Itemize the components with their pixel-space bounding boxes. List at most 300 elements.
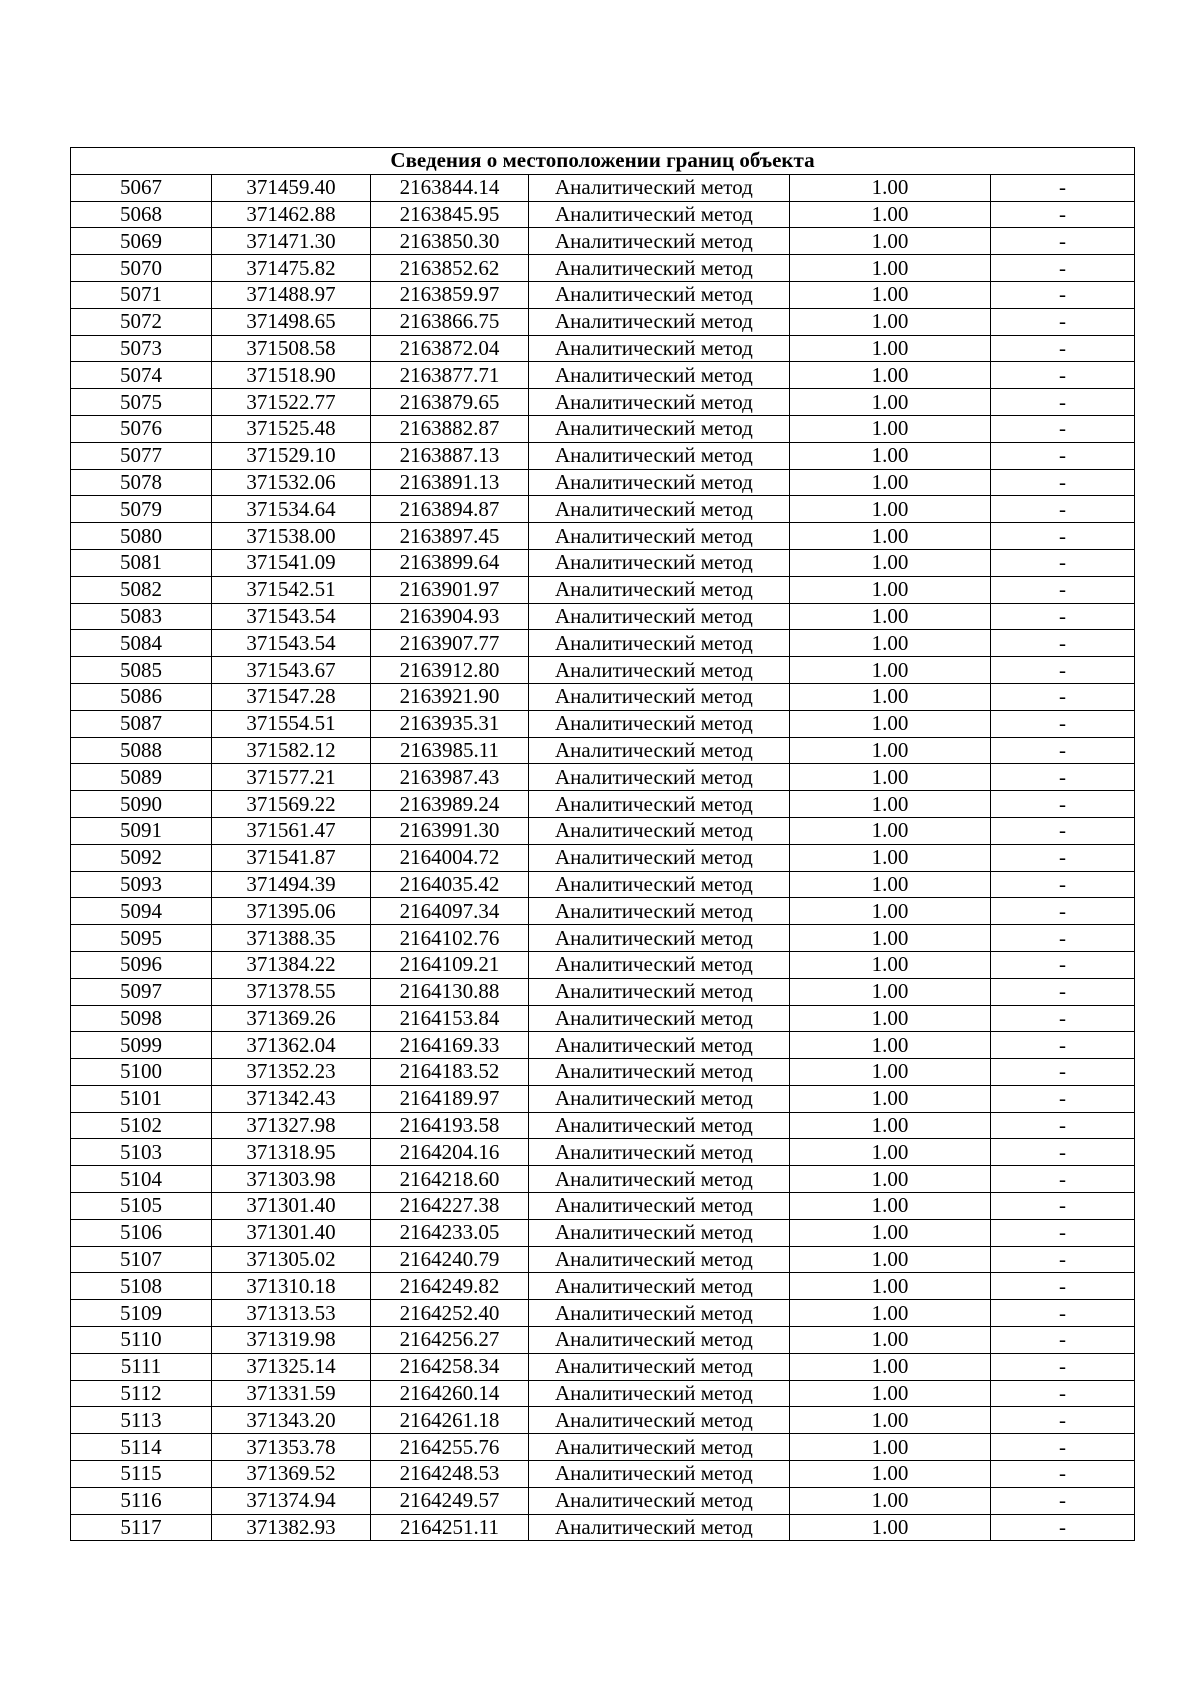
accuracy-cell: 1.00	[790, 1005, 991, 1032]
accuracy-cell: 1.00	[790, 1434, 991, 1461]
description-cell: -	[991, 1246, 1135, 1273]
table-row	[71, 710, 1135, 737]
method-cell: Аналитический метод	[529, 1193, 790, 1220]
accuracy-cell: 1.00	[790, 951, 991, 978]
accuracy-cell: 1.00	[790, 442, 991, 469]
table-row	[71, 523, 1135, 550]
coord-y-cell: 2164109.21	[371, 951, 529, 978]
point-number-cell: 5079	[71, 496, 212, 523]
point-number-cell: 5074	[71, 362, 212, 389]
description-cell: -	[991, 1112, 1135, 1139]
coord-x-cell: 371301.40	[212, 1219, 371, 1246]
table-row	[71, 1246, 1135, 1273]
coord-y-cell: 2164260.14	[371, 1380, 529, 1407]
table-row	[71, 442, 1135, 469]
coord-y-cell: 2164252.40	[371, 1300, 529, 1327]
method-cell: Аналитический метод	[529, 978, 790, 1005]
coord-x-cell: 371532.06	[212, 469, 371, 496]
description-cell: -	[991, 1327, 1135, 1354]
coord-y-cell: 2163899.64	[371, 549, 529, 576]
accuracy-cell: 1.00	[790, 1487, 991, 1514]
coord-y-cell: 2164153.84	[371, 1005, 529, 1032]
point-number-cell: 5115	[71, 1461, 212, 1488]
coord-y-cell: 2163935.31	[371, 710, 529, 737]
table-row	[71, 308, 1135, 335]
accuracy-cell: 1.00	[790, 710, 991, 737]
description-cell: -	[991, 1461, 1135, 1488]
point-number-cell: 5100	[71, 1059, 212, 1086]
method-cell: Аналитический метод	[529, 1300, 790, 1327]
point-number-cell: 5085	[71, 657, 212, 684]
accuracy-cell: 1.00	[790, 523, 991, 550]
table-row	[71, 1166, 1135, 1193]
point-number-cell: 5107	[71, 1246, 212, 1273]
method-cell: Аналитический метод	[529, 1327, 790, 1354]
method-cell: Аналитический метод	[529, 1005, 790, 1032]
method-cell: Аналитический метод	[529, 362, 790, 389]
accuracy-cell: 1.00	[790, 737, 991, 764]
accuracy-cell: 1.00	[790, 978, 991, 1005]
accuracy-cell: 1.00	[790, 764, 991, 791]
point-number-cell: 5096	[71, 951, 212, 978]
accuracy-cell: 1.00	[790, 817, 991, 844]
description-cell: -	[991, 201, 1135, 228]
method-cell: Аналитический метод	[529, 442, 790, 469]
point-number-cell: 5090	[71, 791, 212, 818]
description-cell: -	[991, 362, 1135, 389]
point-number-cell: 5081	[71, 549, 212, 576]
coord-y-cell: 2163859.97	[371, 281, 529, 308]
coord-x-cell: 371561.47	[212, 817, 371, 844]
coord-x-cell: 371310.18	[212, 1273, 371, 1300]
point-number-cell: 5104	[71, 1166, 212, 1193]
description-cell: -	[991, 576, 1135, 603]
coord-y-cell: 2164251.11	[371, 1514, 529, 1541]
accuracy-cell: 1.00	[790, 1246, 991, 1273]
table-row	[71, 951, 1135, 978]
coord-x-cell: 371378.55	[212, 978, 371, 1005]
accuracy-cell: 1.00	[790, 657, 991, 684]
description-cell: -	[991, 1005, 1135, 1032]
accuracy-cell: 1.00	[790, 1085, 991, 1112]
method-cell: Аналитический метод	[529, 549, 790, 576]
description-cell: -	[991, 1353, 1135, 1380]
point-number-cell: 5117	[71, 1514, 212, 1541]
description-cell: -	[991, 389, 1135, 416]
coord-x-cell: 371369.26	[212, 1005, 371, 1032]
method-cell: Аналитический метод	[529, 1112, 790, 1139]
table-row	[71, 603, 1135, 630]
accuracy-cell: 1.00	[790, 925, 991, 952]
description-cell: -	[991, 710, 1135, 737]
table-row	[71, 1461, 1135, 1488]
point-number-cell: 5093	[71, 871, 212, 898]
description-cell: -	[991, 308, 1135, 335]
coord-x-cell: 371343.20	[212, 1407, 371, 1434]
coord-y-cell: 2164261.18	[371, 1407, 529, 1434]
method-cell: Аналитический метод	[529, 925, 790, 952]
table-row	[71, 549, 1135, 576]
point-number-cell: 5082	[71, 576, 212, 603]
accuracy-cell: 1.00	[790, 174, 991, 201]
coord-x-cell: 371522.77	[212, 389, 371, 416]
coord-y-cell: 2164249.82	[371, 1273, 529, 1300]
method-cell: Аналитический метод	[529, 1085, 790, 1112]
point-number-cell: 5067	[71, 174, 212, 201]
method-cell: Аналитический метод	[529, 523, 790, 550]
point-number-cell: 5070	[71, 255, 212, 282]
table-row	[71, 1032, 1135, 1059]
method-cell: Аналитический метод	[529, 844, 790, 871]
accuracy-cell: 1.00	[790, 1032, 991, 1059]
table-row	[71, 1193, 1135, 1220]
point-number-cell: 5075	[71, 389, 212, 416]
coord-y-cell: 2163872.04	[371, 335, 529, 362]
accuracy-cell: 1.00	[790, 549, 991, 576]
coord-x-cell: 371325.14	[212, 1353, 371, 1380]
coord-y-cell: 2164233.05	[371, 1219, 529, 1246]
point-number-cell: 5110	[71, 1327, 212, 1354]
point-number-cell: 5086	[71, 683, 212, 710]
point-number-cell: 5101	[71, 1085, 212, 1112]
table-row	[71, 1139, 1135, 1166]
accuracy-cell: 1.00	[790, 844, 991, 871]
method-cell: Аналитический метод	[529, 1407, 790, 1434]
coord-y-cell: 2163882.87	[371, 415, 529, 442]
table-row	[71, 1219, 1135, 1246]
point-number-cell: 5109	[71, 1300, 212, 1327]
table-row	[71, 1112, 1135, 1139]
coord-x-cell: 371362.04	[212, 1032, 371, 1059]
method-cell: Аналитический метод	[529, 871, 790, 898]
coord-x-cell: 371388.35	[212, 925, 371, 952]
table-row	[71, 576, 1135, 603]
coord-y-cell: 2164249.57	[371, 1487, 529, 1514]
method-cell: Аналитический метод	[529, 1514, 790, 1541]
coord-y-cell: 2164035.42	[371, 871, 529, 898]
method-cell: Аналитический метод	[529, 630, 790, 657]
description-cell: -	[991, 1407, 1135, 1434]
coord-x-cell: 371475.82	[212, 255, 371, 282]
coord-y-cell: 2163850.30	[371, 228, 529, 255]
coord-y-cell: 2163987.43	[371, 764, 529, 791]
description-cell: -	[991, 1487, 1135, 1514]
coord-x-cell: 371554.51	[212, 710, 371, 737]
coord-y-cell: 2163989.24	[371, 791, 529, 818]
description-cell: -	[991, 1219, 1135, 1246]
method-cell: Аналитический метод	[529, 228, 790, 255]
method-cell: Аналитический метод	[529, 1139, 790, 1166]
table-row	[71, 1514, 1135, 1541]
coord-y-cell: 2164258.34	[371, 1353, 529, 1380]
coord-x-cell: 371541.87	[212, 844, 371, 871]
accuracy-cell: 1.00	[790, 576, 991, 603]
description-cell: -	[991, 1032, 1135, 1059]
point-number-cell: 5108	[71, 1273, 212, 1300]
coord-x-cell: 371318.95	[212, 1139, 371, 1166]
description-cell: -	[991, 657, 1135, 684]
description-cell: -	[991, 1166, 1135, 1193]
description-cell: -	[991, 415, 1135, 442]
coord-y-cell: 2163912.80	[371, 657, 529, 684]
method-cell: Аналитический метод	[529, 281, 790, 308]
point-number-cell: 5083	[71, 603, 212, 630]
coord-y-cell: 2164130.88	[371, 978, 529, 1005]
description-cell: -	[991, 496, 1135, 523]
coord-y-cell: 2163901.97	[371, 576, 529, 603]
description-cell: -	[991, 925, 1135, 952]
description-cell: -	[991, 1059, 1135, 1086]
point-number-cell: 5112	[71, 1380, 212, 1407]
point-number-cell: 5102	[71, 1112, 212, 1139]
coord-y-cell: 2163845.95	[371, 201, 529, 228]
coord-x-cell: 371582.12	[212, 737, 371, 764]
accuracy-cell: 1.00	[790, 496, 991, 523]
point-number-cell: 5068	[71, 201, 212, 228]
point-number-cell: 5069	[71, 228, 212, 255]
table-row	[71, 496, 1135, 523]
description-cell: -	[991, 1193, 1135, 1220]
coord-x-cell: 371374.94	[212, 1487, 371, 1514]
table-row	[71, 1434, 1135, 1461]
table-row	[71, 791, 1135, 818]
accuracy-cell: 1.00	[790, 362, 991, 389]
table-row	[71, 871, 1135, 898]
point-number-cell: 5092	[71, 844, 212, 871]
accuracy-cell: 1.00	[790, 791, 991, 818]
description-cell: -	[991, 1380, 1135, 1407]
coord-y-cell: 2164004.72	[371, 844, 529, 871]
method-cell: Аналитический метод	[529, 603, 790, 630]
accuracy-cell: 1.00	[790, 683, 991, 710]
point-number-cell: 5097	[71, 978, 212, 1005]
description-cell: -	[991, 174, 1135, 201]
method-cell: Аналитический метод	[529, 710, 790, 737]
description-cell: -	[991, 898, 1135, 925]
coord-x-cell: 371303.98	[212, 1166, 371, 1193]
point-number-cell: 5080	[71, 523, 212, 550]
table-row	[71, 1380, 1135, 1407]
coord-y-cell: 2164193.58	[371, 1112, 529, 1139]
coord-x-cell: 371543.54	[212, 603, 371, 630]
point-number-cell: 5077	[71, 442, 212, 469]
coord-x-cell: 371369.52	[212, 1461, 371, 1488]
description-cell: -	[991, 951, 1135, 978]
table-row	[71, 389, 1135, 416]
coord-y-cell: 2164248.53	[371, 1461, 529, 1488]
description-cell: -	[991, 281, 1135, 308]
coord-y-cell: 2163844.14	[371, 174, 529, 201]
accuracy-cell: 1.00	[790, 871, 991, 898]
coord-y-cell: 2164204.16	[371, 1139, 529, 1166]
coord-x-cell: 371342.43	[212, 1085, 371, 1112]
coord-y-cell: 2164097.34	[371, 898, 529, 925]
coord-y-cell: 2164256.27	[371, 1327, 529, 1354]
coord-x-cell: 371498.65	[212, 308, 371, 335]
method-cell: Аналитический метод	[529, 389, 790, 416]
method-cell: Аналитический метод	[529, 1032, 790, 1059]
coord-x-cell: 371542.51	[212, 576, 371, 603]
table-row	[71, 764, 1135, 791]
table-row	[71, 415, 1135, 442]
coord-x-cell: 371577.21	[212, 764, 371, 791]
point-number-cell: 5089	[71, 764, 212, 791]
point-number-cell: 5084	[71, 630, 212, 657]
coord-y-cell: 2163852.62	[371, 255, 529, 282]
table-row	[71, 1407, 1135, 1434]
accuracy-cell: 1.00	[790, 1193, 991, 1220]
coord-x-cell: 371459.40	[212, 174, 371, 201]
table-row	[71, 228, 1135, 255]
description-cell: -	[991, 978, 1135, 1005]
accuracy-cell: 1.00	[790, 255, 991, 282]
accuracy-cell: 1.00	[790, 228, 991, 255]
table-row	[71, 1300, 1135, 1327]
description-cell: -	[991, 683, 1135, 710]
coord-y-cell: 2164183.52	[371, 1059, 529, 1086]
coord-y-cell: 2163894.87	[371, 496, 529, 523]
method-cell: Аналитический метод	[529, 1380, 790, 1407]
coord-x-cell: 371534.64	[212, 496, 371, 523]
method-cell: Аналитический метод	[529, 335, 790, 362]
table-row	[71, 174, 1135, 201]
accuracy-cell: 1.00	[790, 1327, 991, 1354]
point-number-cell: 5116	[71, 1487, 212, 1514]
accuracy-cell: 1.00	[790, 898, 991, 925]
table-title-row	[71, 148, 1135, 175]
point-number-cell: 5114	[71, 1434, 212, 1461]
table-row	[71, 362, 1135, 389]
coord-y-cell: 2164169.33	[371, 1032, 529, 1059]
description-cell: -	[991, 630, 1135, 657]
coord-x-cell: 371395.06	[212, 898, 371, 925]
coord-y-cell: 2164189.97	[371, 1085, 529, 1112]
method-cell: Аналитический метод	[529, 1219, 790, 1246]
coord-x-cell: 371494.39	[212, 871, 371, 898]
coord-x-cell: 371319.98	[212, 1327, 371, 1354]
method-cell: Аналитический метод	[529, 791, 790, 818]
coord-x-cell: 371301.40	[212, 1193, 371, 1220]
coord-x-cell: 371518.90	[212, 362, 371, 389]
accuracy-cell: 1.00	[790, 415, 991, 442]
table-row	[71, 844, 1135, 871]
table-body	[71, 174, 1135, 1541]
method-cell: Аналитический метод	[529, 764, 790, 791]
table-row	[71, 201, 1135, 228]
coord-x-cell: 371305.02	[212, 1246, 371, 1273]
table-row	[71, 630, 1135, 657]
description-cell: -	[991, 1514, 1135, 1541]
accuracy-cell: 1.00	[790, 1353, 991, 1380]
method-cell: Аналитический метод	[529, 1059, 790, 1086]
coord-x-cell: 371525.48	[212, 415, 371, 442]
coord-y-cell: 2163866.75	[371, 308, 529, 335]
table-row	[71, 683, 1135, 710]
coord-y-cell: 2164227.38	[371, 1193, 529, 1220]
table-row	[71, 737, 1135, 764]
accuracy-cell: 1.00	[790, 1166, 991, 1193]
coord-x-cell: 371353.78	[212, 1434, 371, 1461]
method-cell: Аналитический метод	[529, 683, 790, 710]
point-number-cell: 5073	[71, 335, 212, 362]
accuracy-cell: 1.00	[790, 1514, 991, 1541]
table-row	[71, 657, 1135, 684]
table-row	[71, 335, 1135, 362]
description-cell: -	[991, 871, 1135, 898]
table-title: Сведения о местоположении границ объекта	[71, 148, 1135, 175]
accuracy-cell: 1.00	[790, 469, 991, 496]
boundary-coordinates-table	[70, 147, 1135, 1541]
coord-y-cell: 2163877.71	[371, 362, 529, 389]
method-cell: Аналитический метод	[529, 1166, 790, 1193]
coord-y-cell: 2163891.13	[371, 469, 529, 496]
coord-x-cell: 371327.98	[212, 1112, 371, 1139]
coord-x-cell: 371547.28	[212, 683, 371, 710]
description-cell: -	[991, 791, 1135, 818]
table-row	[71, 469, 1135, 496]
coord-x-cell: 371488.97	[212, 281, 371, 308]
description-cell: -	[991, 844, 1135, 871]
coord-y-cell: 2163991.30	[371, 817, 529, 844]
coord-y-cell: 2163907.77	[371, 630, 529, 657]
coord-x-cell: 371384.22	[212, 951, 371, 978]
accuracy-cell: 1.00	[790, 1407, 991, 1434]
accuracy-cell: 1.00	[790, 1380, 991, 1407]
table-row	[71, 1059, 1135, 1086]
description-cell: -	[991, 335, 1135, 362]
table-row	[71, 898, 1135, 925]
coord-x-cell: 371471.30	[212, 228, 371, 255]
accuracy-cell: 1.00	[790, 630, 991, 657]
table-row	[71, 281, 1135, 308]
table-row	[71, 1005, 1135, 1032]
method-cell: Аналитический метод	[529, 496, 790, 523]
method-cell: Аналитический метод	[529, 951, 790, 978]
method-cell: Аналитический метод	[529, 201, 790, 228]
accuracy-cell: 1.00	[790, 1112, 991, 1139]
coord-x-cell: 371541.09	[212, 549, 371, 576]
description-cell: -	[991, 523, 1135, 550]
coord-y-cell: 2164218.60	[371, 1166, 529, 1193]
point-number-cell: 5106	[71, 1219, 212, 1246]
accuracy-cell: 1.00	[790, 1461, 991, 1488]
coord-x-cell: 371313.53	[212, 1300, 371, 1327]
method-cell: Аналитический метод	[529, 1434, 790, 1461]
point-number-cell: 5078	[71, 469, 212, 496]
table-row	[71, 1085, 1135, 1112]
accuracy-cell: 1.00	[790, 1300, 991, 1327]
method-cell: Аналитический метод	[529, 576, 790, 603]
table-row	[71, 1353, 1135, 1380]
table-row	[71, 817, 1135, 844]
method-cell: Аналитический метод	[529, 657, 790, 684]
coord-y-cell: 2163897.45	[371, 523, 529, 550]
method-cell: Аналитический метод	[529, 1487, 790, 1514]
coord-x-cell: 371538.00	[212, 523, 371, 550]
point-number-cell: 5103	[71, 1139, 212, 1166]
coord-x-cell: 371462.88	[212, 201, 371, 228]
accuracy-cell: 1.00	[790, 389, 991, 416]
method-cell: Аналитический метод	[529, 308, 790, 335]
description-cell: -	[991, 737, 1135, 764]
coord-y-cell: 2163985.11	[371, 737, 529, 764]
description-cell: -	[991, 1434, 1135, 1461]
table-row	[71, 1273, 1135, 1300]
point-number-cell: 5111	[71, 1353, 212, 1380]
table-row	[71, 255, 1135, 282]
accuracy-cell: 1.00	[790, 1139, 991, 1166]
accuracy-cell: 1.00	[790, 1059, 991, 1086]
